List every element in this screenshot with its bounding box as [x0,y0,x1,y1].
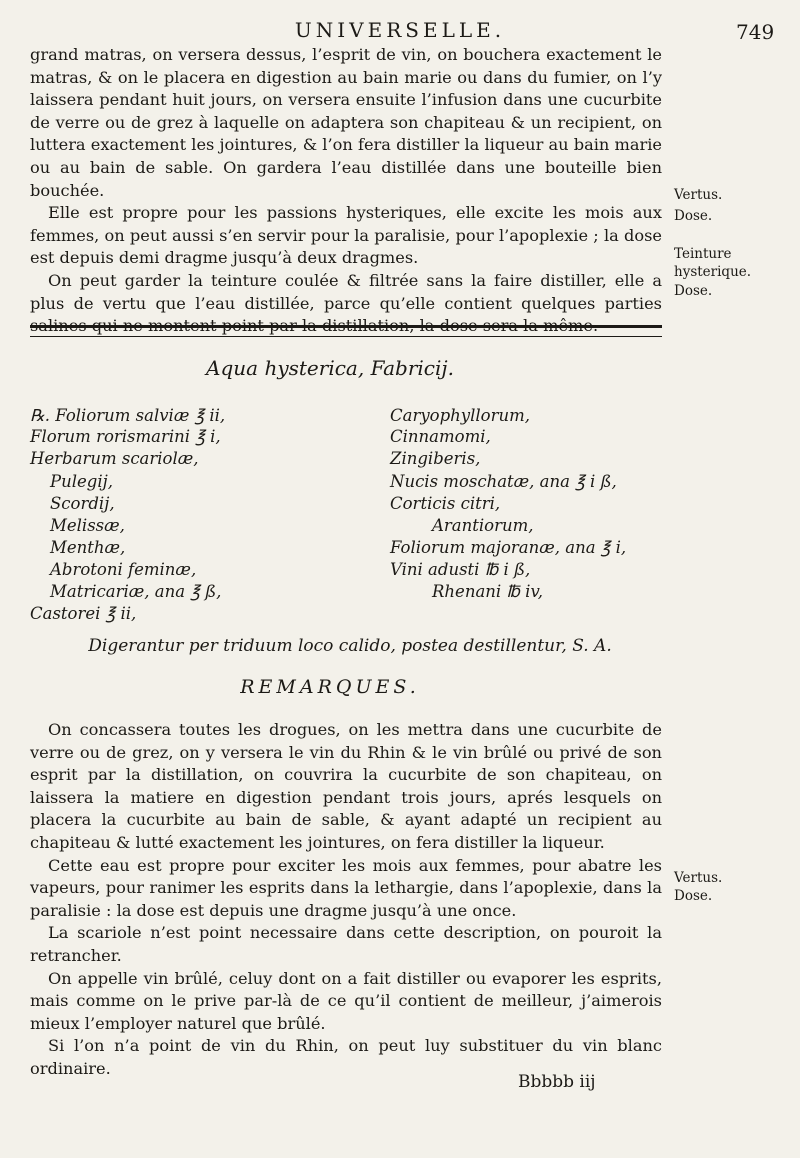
remarques-text-block [30,719,662,1081]
ingredient-item: Herbarum scariolæ, [30,449,199,468]
page-number: 749 [736,20,775,44]
paragraph-vertus: Elle est propre pour les passions hysteriques, elle excite les mois aux femmes, on peut aussi s’en servir pour la paralisie, pour l’apoplexie ; la dose est depuis demi dragme jusqu’à deux dragmes. [30,203,662,268]
ingredient-item: Corticis citri, [390,494,501,513]
signature-mark: Bbbbb iij [518,1072,596,1092]
margin-note-dose: Dose. [674,208,713,224]
margin-note-vertus: Vertus. [674,187,723,203]
ingredient-item: Arantiorum, [432,516,534,535]
ingredient-item: Pulegij, [50,472,113,491]
recipe-directive: Digerantur per triduum loco calido, postea destillentur, S. A. [88,636,612,656]
margin-note-teinture: Teinture hysterique. [674,246,752,280]
ingredient-item: Foliorum majoranæ, ana ℥ i, [390,538,627,557]
paragraph-vin-brule: On appelle vin brûlé, celuy dont on a fait distiller ou evaporer les esprits, mais comme on le prive par-là de ce qu’il contient de meilleur, j’aimerois mieux l’employer naturel que brûlé. [30,968,662,1033]
paragraph-scariole: La scariole n’est point necessaire dans cette description, on pouroit la retrancher. [30,923,662,965]
ingredient-list [30,405,670,635]
section-heading: REMARQUES. [240,676,420,698]
margin-note-vertus: Vertus. [674,870,723,886]
paragraph-method: On concassera toutes les drogues, on les mettra dans une cucurbite de verre ou de grez, on y versera le vin du Rhin & le vin brûlé ou privé de son esprit par la distillation, on couvrira la cucurbite de son chapiteau, on laissera la matiere en digestion pendant trois jours, aprés lesquels on placera la cucurbite au bain de sable, & ayant adapté un recipient au chapiteau & lutté exactement les jointures, on fera distiller la liqueur. [30,720,662,852]
ingredient-item: Caryophyllorum, [390,406,531,425]
margin-note-dose: Dose. [674,888,713,904]
top-text-block [30,44,662,338]
paragraph-vertus: Cette eau est propre pour exciter les mois aux femmes, pour abatre les vapeurs, pour ranimer les esprits dans la lethargie, dans l’apoplexie, dans la paralisie : la dose est depuis une dragme jusqu’à une once. [30,855,662,920]
ingredient-item: Vini adusti ℔ i ß, [390,560,531,579]
ingredient-item: Castorei ℥ ii, [30,604,137,623]
ingredient-item: Zingiberis, [390,449,481,468]
recipe-title: Aqua hysterica, Fabricij. [206,356,454,380]
ingredient-item: Scordij, [50,494,115,513]
ingredient-item: Abrotoni feminæ, [50,560,197,579]
running-head: UNIVERSELLE. [294,18,506,42]
section-divider [30,325,662,337]
ingredient-item: Florum rorismarini ℥ i, [30,427,221,446]
paragraph-substitution: Si l’on n’a point de vin du Rhin, on peut luy substituer du vin blanc ordinaire. [30,1036,662,1078]
ingredient-item: ℞. Foliorum salviæ ℥ ii, [30,406,226,425]
margin-note-dose: Dose. [674,283,713,299]
paragraph-teinture: On peut garder la teinture coulée & filtrée sans la faire distiller, elle a plus de vertu que l’eau distillée, parce qu’elle contient quelques parties salines qui ne montent point par la distillation, la dose sera la même. [30,270,662,336]
ingredient-item: Rhenani ℔ iv, [432,582,544,601]
ingredient-item: Melissæ, [50,516,125,535]
ingredient-item: Cinnamomi, [390,427,491,446]
ingredient-item: Matricariæ, ana ℥ ß, [50,582,222,601]
ingredient-item: Nucis moschatæ, ana ℥ i ß, [390,472,617,491]
paragraph-preparation: grand matras, on versera dessus, l’esprit de vin, on bouchera exactement le matras, & on le placera en digestion au bain marie ou dans du fumier, on l’y laissera pendant huit jours, on versera ensuite l’infusion dans une cucurbite de verre ou de grez à laquelle on adaptera son chapiteau & un recipient, on luttera exactement les jointures, & l’on fera distiller la liqueur au bain marie ou au bain de sable. On gardera l’eau distillée dans une bouteille bien bouchée. [30,45,662,200]
ingredient-item: Menthæ, [50,538,126,557]
